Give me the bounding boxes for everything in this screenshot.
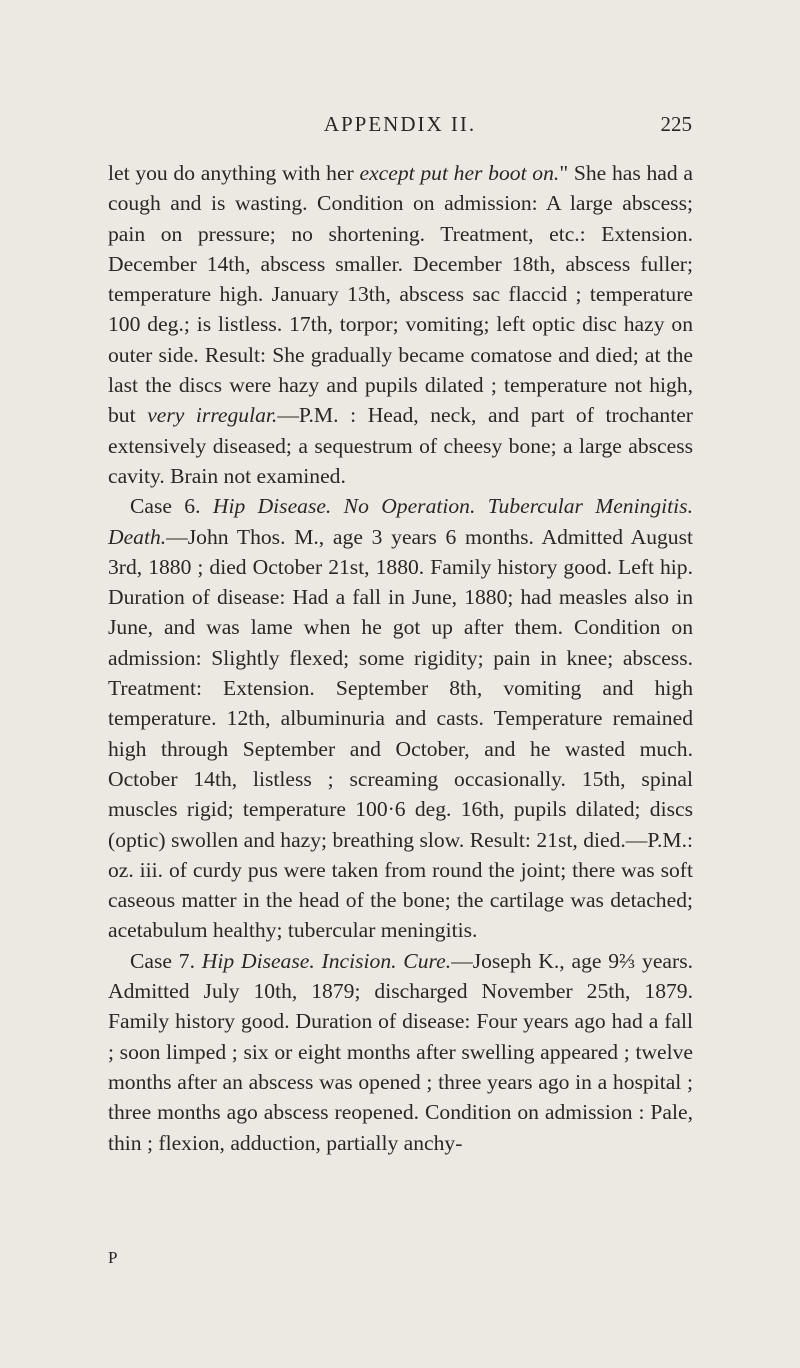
paragraph-case-7 — [108, 946, 693, 1158]
page-number: 225 — [660, 112, 692, 136]
text-run: let you do anything with her — [108, 161, 360, 185]
text-run: —P.M. : Head, neck, and part of trochanter extensively diseased; a sequestrum of cheesy bone; a large abscess cavity. Brain not examined. — [108, 403, 693, 488]
text-run: " She has had a cough and is wasting. Condition on admission: A large abscess; pain on pressure; no shortening. Treatment, etc.: Extension. December 14th, abscess smaller. December 18th, abscess fuller; temperature high. January 13th, abscess sac flaccid ; temperature 100 deg.; is listless. 17th, torpor; vomiting; left optic disc hazy on outer side. Result: She gradually became comatose and died; at the last the discs were hazy and pupils dilated ; temperature not high, but — [108, 161, 693, 428]
italic-run: except put her boot on. — [359, 161, 560, 185]
case-heading: Hip Disease. No Operation. Tubercular Meningitis. Death. — [108, 494, 693, 549]
italic-run: very irregular. — [147, 403, 278, 428]
paragraph-continuation — [108, 158, 693, 491]
text-run: —John Thos. M., age 3 years 6 months. Admitted August 3rd, 1880 ; died October 21st, 1880. Family history good. Left hip. Duration of disease: Had a fall in June, 1880; had measles also in June, and was lame when he got up after them. Condition on admission: Slightly flexed; some rigidity; pain in knee; abscess. Treatment: Extension. September 8th, vomiting and high temperature. 12th, albuminuria and casts. Temperature remained high through September and October, and he wasted much. October 14th, listless ; screaming occasionally. 15th, spinal muscles rigid; temperature 100·6 deg. 16th, pupils dilated; discs (optic) swollen and hazy; breathing slow. Result: 21st, died.—P.M.: oz. iii. of curdy pus were taken from round the joint; there was soft caseous matter in the head of the bone; the cartilage was detached; acetabulum healthy; tubercular meningitis. — [108, 524, 693, 943]
paragraph-case-6 — [108, 491, 693, 945]
case-label: Case 7. — [130, 948, 202, 973]
running-head: APPENDIX II. — [323, 112, 477, 136]
page-header — [0, 112, 800, 142]
text-run: —Joseph K., age 9⅔ years. Admitted July 10th, 1879; discharged November 25th, 1879. Family history good. Duration of disease: Four years ago had a fall ; soon limped ; six or eight months after swelling appeared ; twelve months after an abscess was opened ; three years ago in a hospital ; three months ago abscess reopened. Condition on admission : Pale, thin ; flexion, adduction, partially anchy- — [108, 948, 694, 1155]
signature-mark: P — [108, 1248, 118, 1267]
case-label: Case 6. — [130, 494, 213, 519]
case-heading: Hip Disease. Incision. Cure. — [201, 948, 452, 973]
body-text — [108, 158, 693, 1158]
